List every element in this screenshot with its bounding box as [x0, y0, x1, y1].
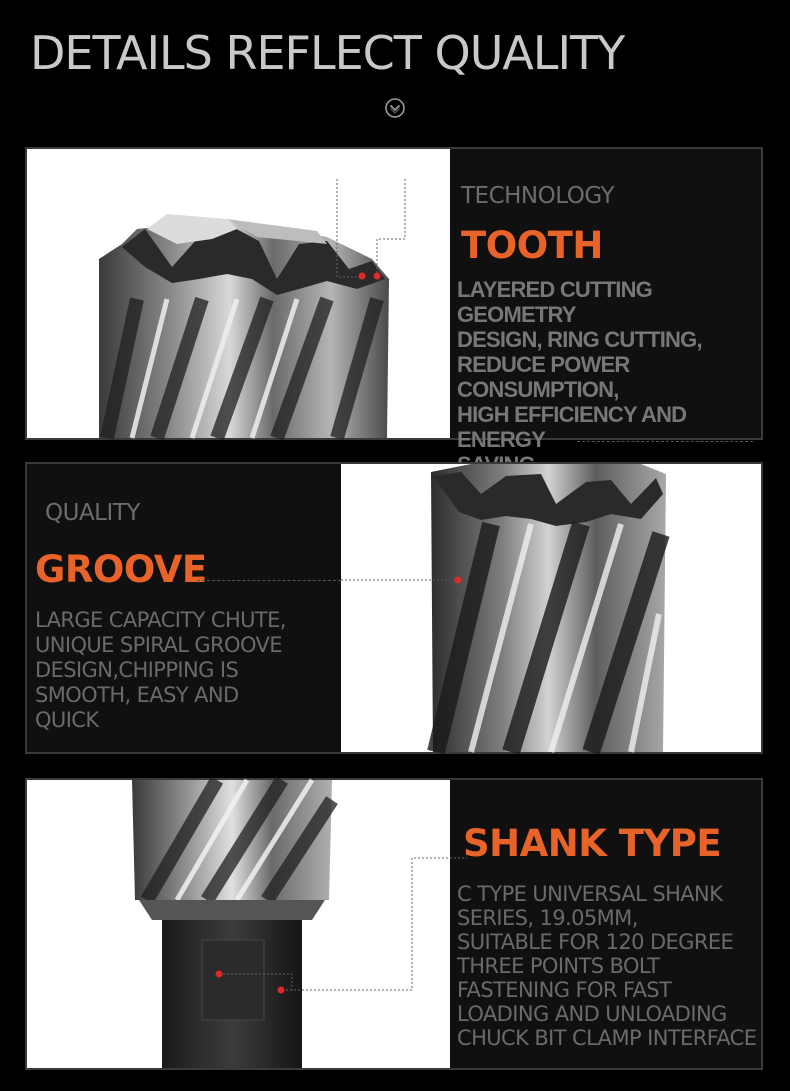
feature-panel-shank: [25, 778, 763, 1070]
feature-text-tooth: [457, 149, 761, 452]
feature-description: LARGE CAPACITY CHUTE, UNIQUE SPIRAL GROOVE DESIGN,CHIPPING IS SMOOTH, EASY AND QUICK: [35, 608, 286, 732]
product-photo-teeth: [27, 149, 450, 438]
feature-title: SHANK TYPE: [463, 822, 722, 865]
feature-panel-groove: [25, 462, 763, 754]
page-headline: DETAILS REFLECT QUALITY: [30, 26, 625, 80]
feature-text-shank: [457, 780, 761, 1068]
feature-kicker: TECHNOLOGY: [461, 183, 615, 209]
feature-title: TOOTH: [461, 224, 603, 267]
feature-title: GROOVE: [35, 548, 207, 591]
feature-panel-tooth: [25, 147, 763, 452]
feature-description: LAYERED CUTTING GEOMETRY DESIGN, RING CUTTING, REDUCE POWER CONSUMPTION, HIGH EFFICIENCY AND ENERGY: [457, 277, 702, 452]
feature-description: C TYPE UNIVERSAL SHANK SERIES, 19.05MM, SUITABLE FOR 120 DEGREE THREE POINTS BOLT FASTENING FOR FAST LOADING AND UNLOADING CHUCK BIT CLAMP INTERFACE: [457, 882, 757, 1050]
feature-text-groove: [35, 464, 335, 752]
feature-kicker: QUALITY: [45, 500, 140, 526]
product-photo-groove: [341, 464, 761, 752]
chevron-down-circle-icon[interactable]: [384, 97, 406, 119]
product-photo-shank: [27, 780, 450, 1068]
